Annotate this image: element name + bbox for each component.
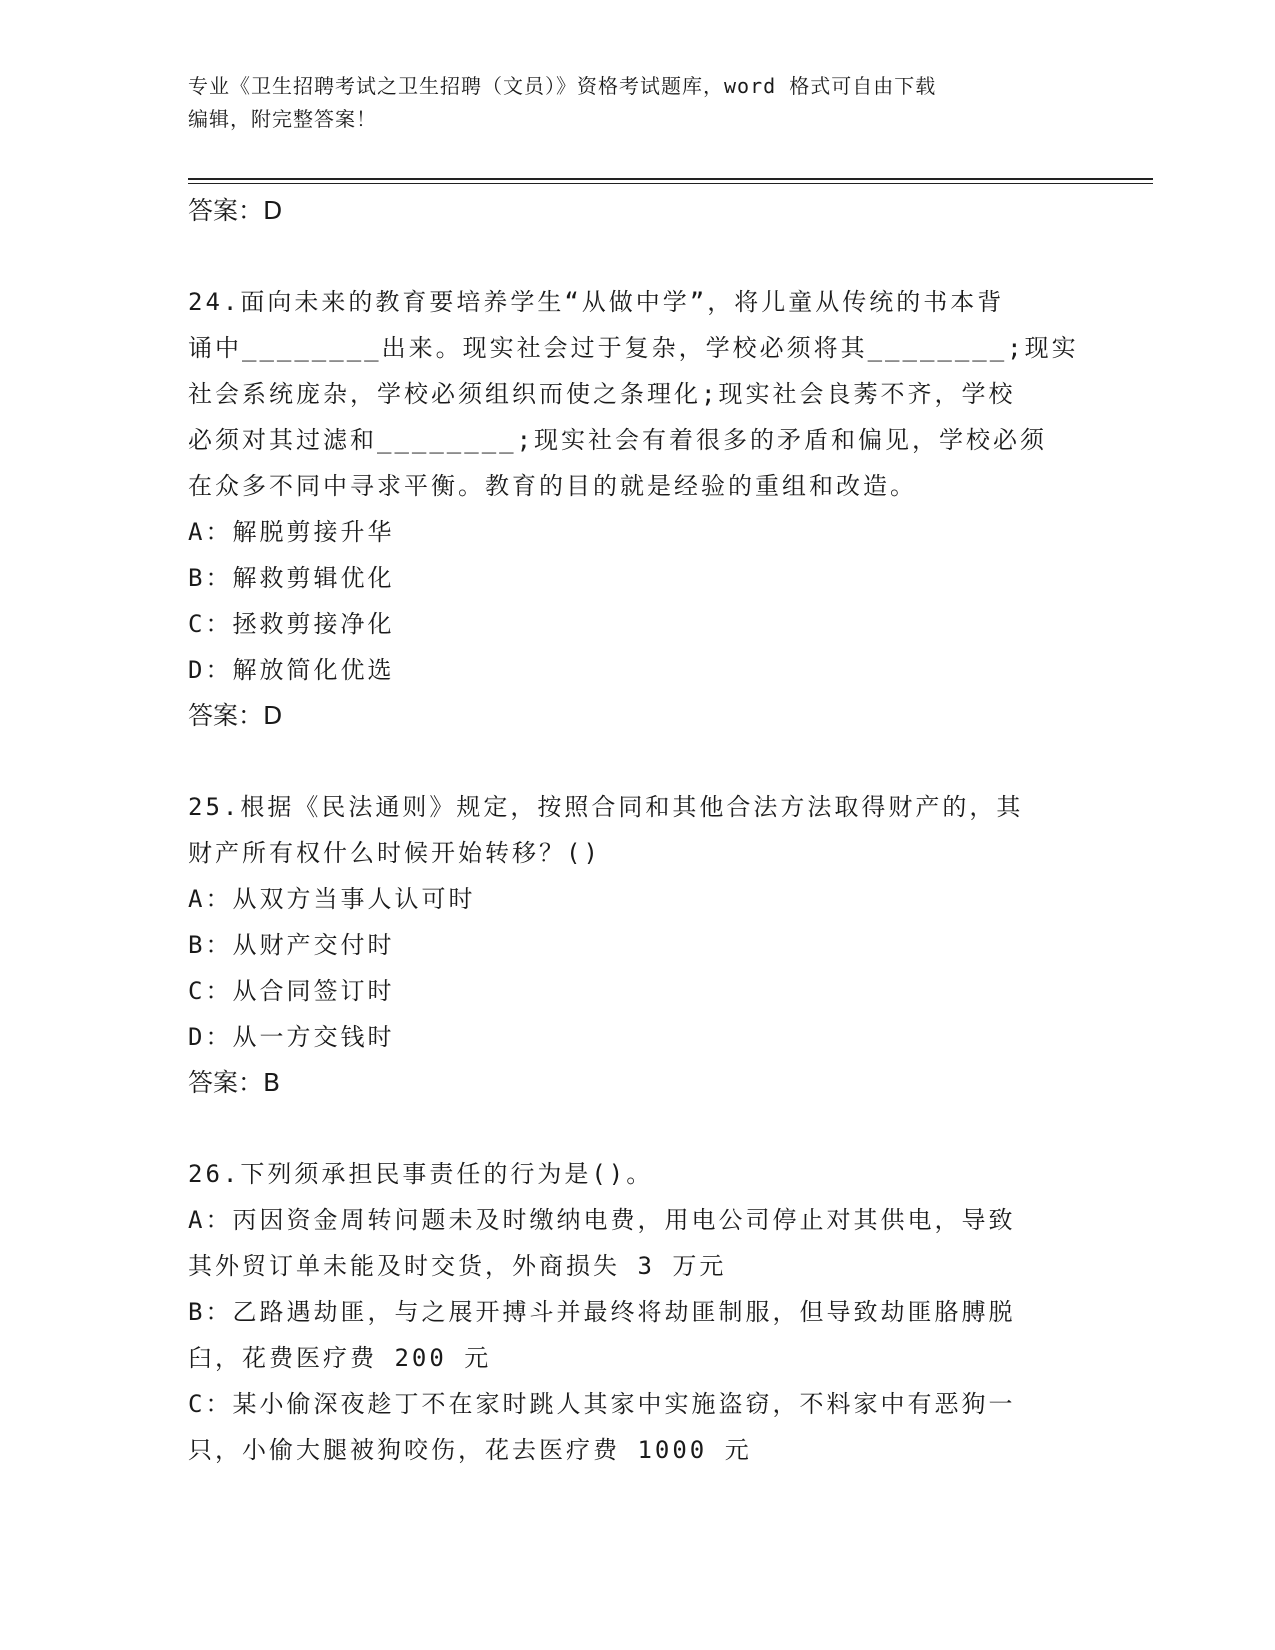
question-text-line: 26.下列须承担民事责任的行为是()。 — [188, 1160, 654, 1188]
header-rule-thin — [188, 183, 1153, 184]
option-c-continued: 只，小偷大腿被狗咬伤，花去医疗费 1000 元 — [188, 1436, 752, 1464]
question-24 — [188, 279, 1088, 739]
header-line: 专业《卫生招聘考试之卫生招聘（文员）》资格考试题库，word 格式可自由下载 — [188, 74, 937, 98]
question-text-line: 诵中________出来。现实社会过于复杂，学校必须将其________;现实 — [188, 334, 1079, 362]
option-b-continued: 臼，花费医疗费 200 元 — [188, 1344, 492, 1372]
option-c: C：某小偷深夜趁丁不在家时跳人其家中实施盗窃，不料家中有恶狗一 — [188, 1390, 1016, 1418]
option-d: D：从一方交钱时 — [188, 1023, 395, 1051]
option-a-continued: 其外贸订单未能及时交货，外商损失 3 万元 — [188, 1252, 727, 1280]
question-text-line: 财产所有权什么时候开始转移？() — [188, 839, 601, 867]
document-body — [188, 188, 1088, 1473]
answer-line: 答案：D — [188, 701, 283, 730]
option-b: B：解救剪辑优化 — [188, 564, 395, 592]
question-text-line: 必须对其过滤和________;现实社会有着很多的矛盾和偏见，学校必须 — [188, 426, 1048, 454]
option-b: B：从财产交付时 — [188, 931, 395, 959]
option-c: C：拯救剪接净化 — [188, 610, 395, 638]
option-c: C：从合同签订时 — [188, 977, 395, 1005]
header-line: 编辑，附完整答案！ — [188, 107, 377, 131]
question-text-line: 社会系统庞杂，学校必须组织而使之条理化;现实社会良莠不齐，学校 — [188, 380, 1016, 408]
answer-line: 答案：D — [188, 196, 283, 225]
question-text-line: 24.面向未来的教育要培养学生“从做中学”，将儿童从传统的书本背 — [188, 288, 1005, 316]
question-text-line: 25.根据《民法通则》规定，按照合同和其他合法方法取得财产的，其 — [188, 793, 1024, 821]
document-header — [188, 70, 1068, 136]
option-a: A：丙因资金周转问题未及时缴纳电费，用电公司停止对其供电，导致 — [188, 1206, 1016, 1234]
question-25 — [188, 784, 1088, 1106]
option-d: D：解放简化优选 — [188, 656, 395, 684]
answer-line: 答案：B — [188, 1068, 281, 1097]
option-a: A：从双方当事人认可时 — [188, 885, 476, 913]
option-b: B：乙路遇劫匪，与之展开搏斗并最终将劫匪制服，但导致劫匪胳膊脱 — [188, 1298, 1016, 1326]
question-26 — [188, 1151, 1088, 1473]
header-rule-thick — [188, 178, 1153, 180]
option-a: A：解脱剪接升华 — [188, 518, 395, 546]
question-text-line: 在众多不同中寻求平衡。教育的目的就是经验的重组和改造。 — [188, 472, 917, 500]
